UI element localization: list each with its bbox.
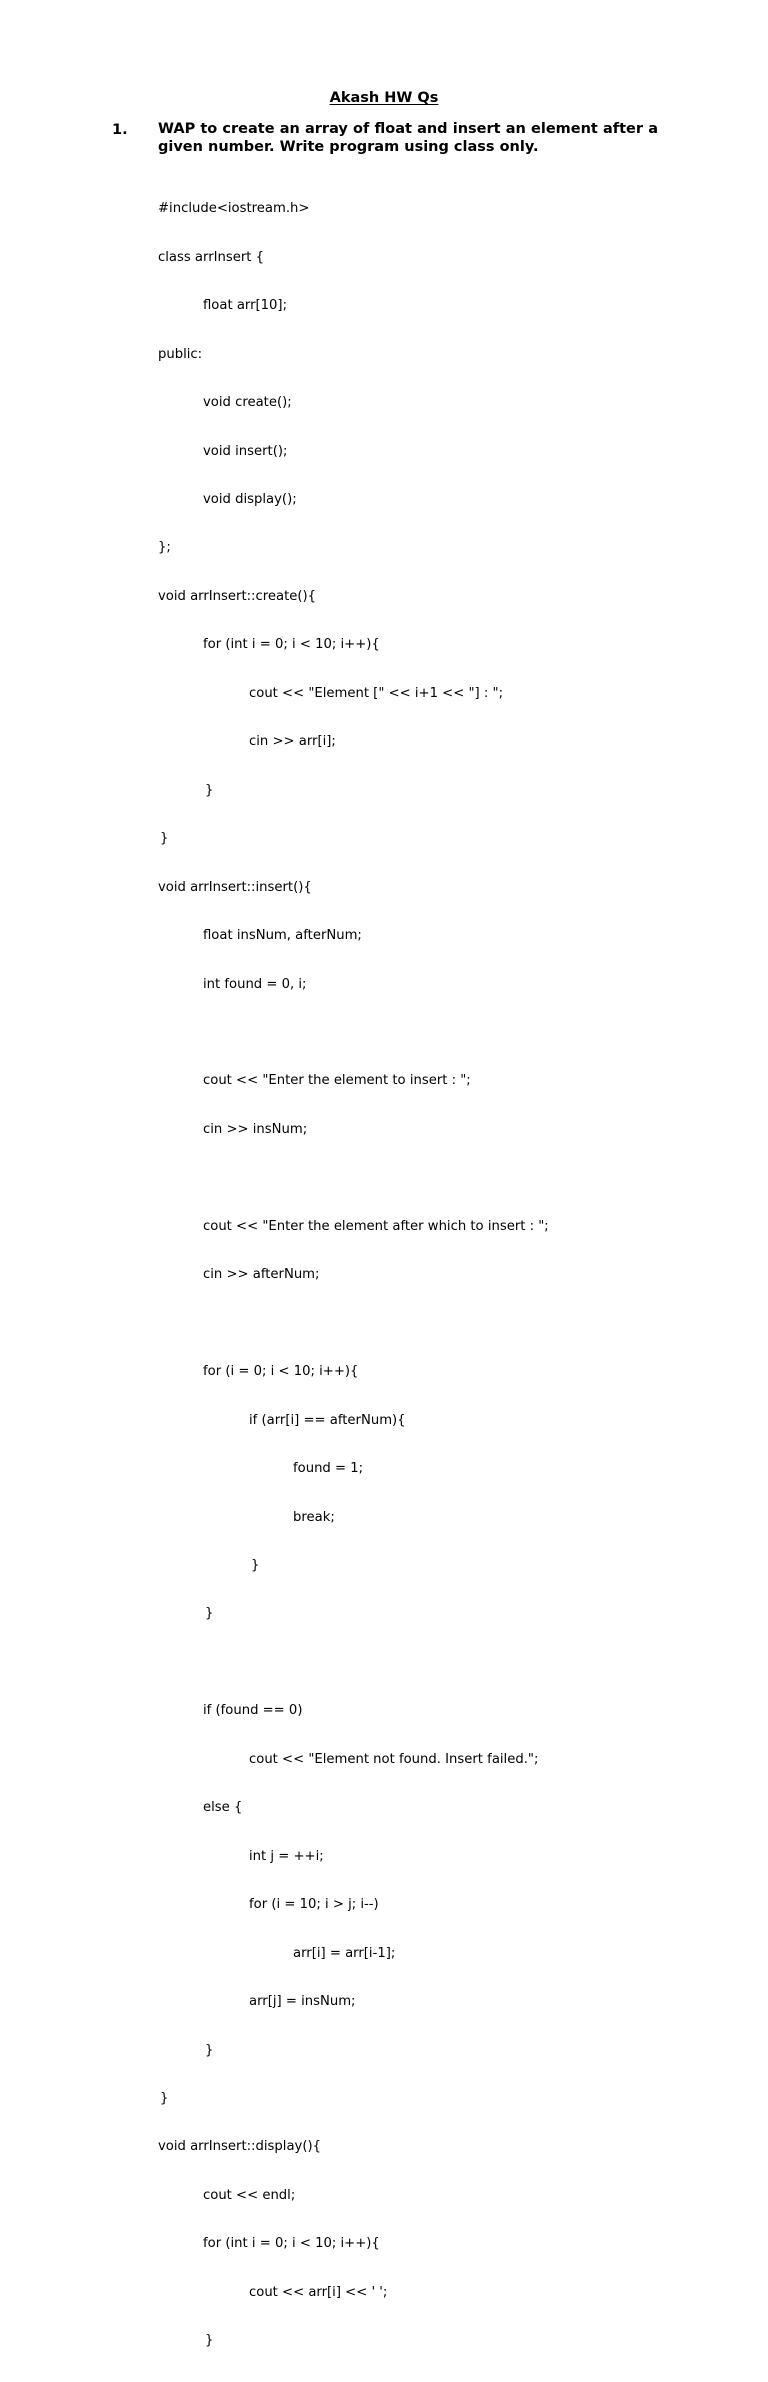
code-line: } xyxy=(205,2042,214,2058)
code-line: }; xyxy=(158,540,171,556)
question-text-line: WAP to create an array of float and insert an element after a xyxy=(158,121,658,137)
code-line: void insert(); xyxy=(203,443,288,459)
code-line: public: xyxy=(158,346,203,362)
code-line: found = 1; xyxy=(293,1461,364,1477)
code-line: arr[j] = insNum; xyxy=(249,1994,356,2010)
code-line xyxy=(158,1170,718,1186)
code-line: int found = 0, i; xyxy=(203,976,307,992)
code-line: for (int i = 0; i < 10; i++){ xyxy=(203,637,380,653)
code-line: float arr[10]; xyxy=(203,298,288,314)
code-listing xyxy=(158,169,718,2382)
code-line: #include<iostream.h> xyxy=(158,201,310,217)
code-line: arr[i] = arr[i-1]; xyxy=(293,1945,396,1961)
code-line: class arrInsert { xyxy=(158,249,265,265)
document-title xyxy=(0,89,768,107)
code-line: else { xyxy=(203,1800,243,1816)
code-line: } xyxy=(205,2333,214,2349)
question-number: 1. xyxy=(112,122,128,138)
code-line: cout << "Enter the element to insert : "; xyxy=(203,1073,471,1089)
code-line: cout << "Enter the element after which to insert : "; xyxy=(203,1218,549,1234)
code-line: } xyxy=(205,782,214,798)
code-line: } xyxy=(251,1558,260,1573)
code-line: int j = ++i; xyxy=(249,1848,324,1864)
code-line: for (i = 10; i > j; i--) xyxy=(249,1897,379,1913)
document-title-text: Akash HW Qs xyxy=(329,90,439,106)
code-line: cout << arr[i] << ' '; xyxy=(249,2284,388,2300)
code-line: cout << "Element not found. Insert failed."; xyxy=(249,1751,539,1767)
code-line: void arrInsert::create(){ xyxy=(158,588,317,604)
question-text-line: given number. Write program using class only. xyxy=(158,138,539,155)
code-line: cout << "Element [" << i+1 << "] : "; xyxy=(249,685,504,701)
code-line: cin >> arr[i]; xyxy=(249,734,336,750)
code-line: } xyxy=(160,831,169,847)
code-line: void arrInsert::insert(){ xyxy=(158,879,312,895)
code-line xyxy=(158,1025,718,1041)
code-line: void arrInsert::display(){ xyxy=(158,2139,322,2155)
code-line: if (arr[i] == afterNum){ xyxy=(249,1412,406,1428)
code-line: float insNum, afterNum; xyxy=(203,928,362,944)
code-line: void display(); xyxy=(203,492,297,508)
code-line: if (found == 0) xyxy=(203,1703,303,1719)
code-line xyxy=(158,1655,718,1671)
code-line: break; xyxy=(293,1509,335,1525)
code-line: for (int i = 0; i < 10; i++){ xyxy=(203,2236,380,2252)
code-line: void create(); xyxy=(203,395,292,411)
code-line: cin >> afterNum; xyxy=(203,1267,320,1283)
code-line: } xyxy=(160,2090,169,2106)
code-line: } xyxy=(205,1606,214,1622)
code-line: cout << endl; xyxy=(203,2187,296,2203)
code-line xyxy=(158,1316,718,1332)
code-line: for (i = 0; i < 10; i++){ xyxy=(203,1364,359,1380)
question-text xyxy=(158,121,658,156)
code-line: cin >> insNum; xyxy=(203,1121,308,1137)
